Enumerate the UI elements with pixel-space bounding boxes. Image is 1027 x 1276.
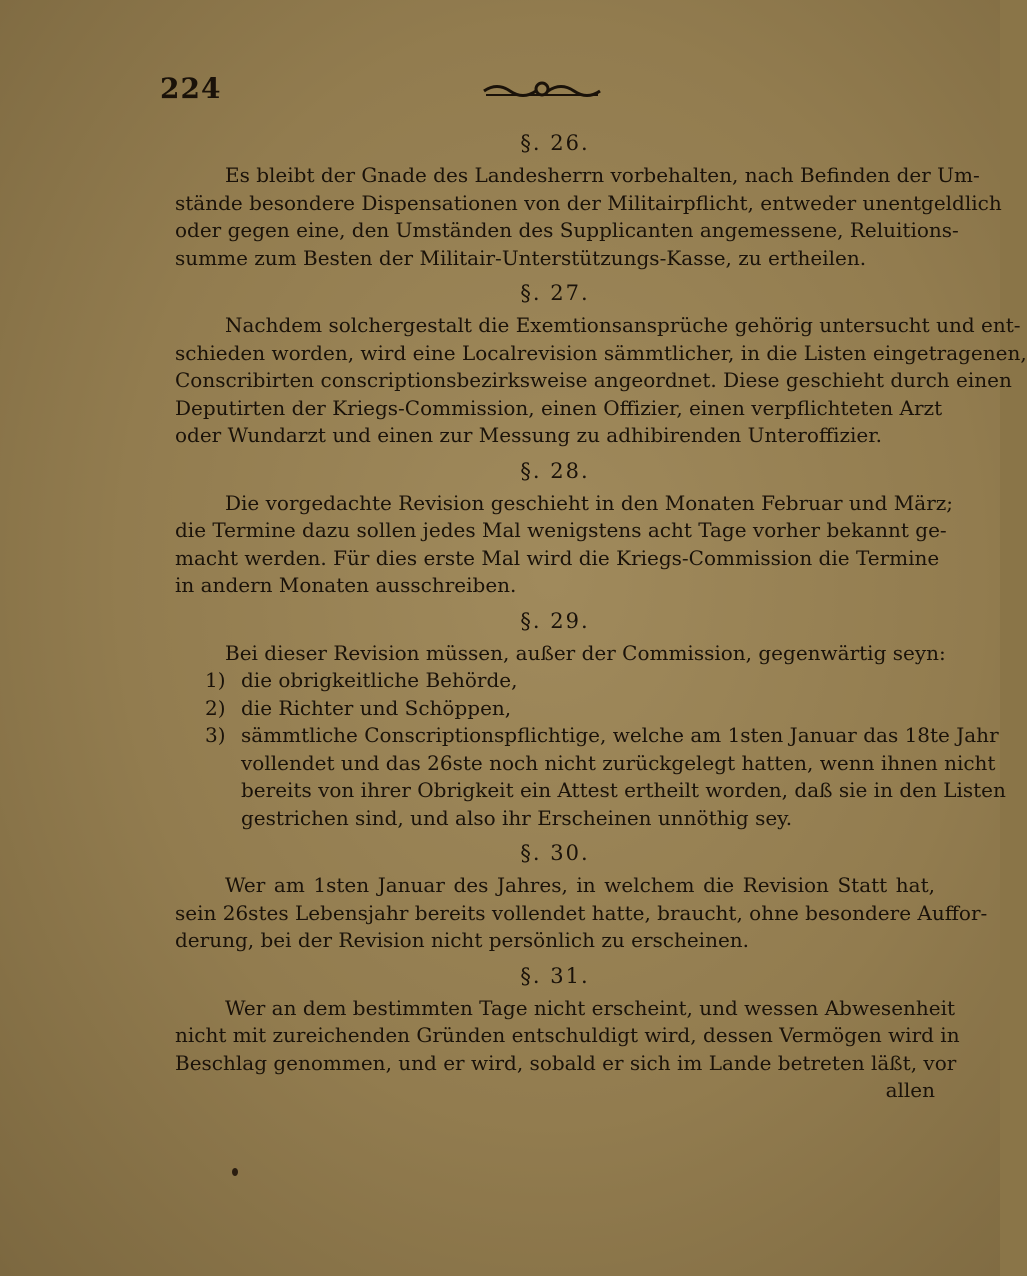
list-number: 3)	[205, 723, 226, 747]
section-heading-26: §. 26.	[520, 131, 590, 155]
list-item	[175, 722, 1006, 832]
section-heading-27: §. 27.	[520, 281, 590, 305]
text-line: vollendet und das 26ste noch nicht zurückgelegt hatten, wenn ihnen nicht	[241, 750, 996, 775]
text-line: schieden worden, wird eine Localrevision sämmtlicher, in die Listen eingetragenen,	[175, 340, 1027, 365]
text-line: Die vorgedachte Revision geschieht in den Monaten Februar und März;	[225, 490, 954, 515]
text-line: sämmtliche Conscriptionspflichtige, welche am 1sten Januar das 18te Jahr	[241, 723, 999, 747]
text-line: Conscribirten conscriptionsbezirksweise angeordnet. Diese geschieht durch einen	[175, 368, 1012, 392]
text-line: bereits von ihrer Obrigkeit ein Attest ertheilt worden, daß sie in den Listen	[241, 778, 1006, 802]
text-line: Wer am 1sten Januar des Jahres, in welchem die Revision Statt hat,	[225, 873, 935, 897]
page-number: 224	[160, 72, 222, 105]
header-ornament-icon	[482, 78, 602, 100]
text-line: gestrichen sind, und also ihr Erscheinen unnöthig sey.	[241, 805, 793, 830]
text-line: sein 26stes Lebensjahr bereits vollendet hatte, braucht, ohne besondere Auffor-	[175, 900, 988, 925]
text-line: stände besondere Dispensationen von der Militairpflicht, entweder unentgeldlich	[175, 190, 1002, 215]
section-heading-29: §. 29.	[520, 608, 590, 633]
text-line: Nachdem solchergestalt die Exemtionsansprüche gehörig untersucht und ent-	[225, 313, 1021, 337]
catchword: allen	[885, 1078, 935, 1102]
list-item	[175, 695, 935, 723]
list-number: 2)	[205, 695, 226, 720]
text-line: in andern Monaten ausschreiben.	[175, 573, 517, 597]
section-heading-31: §. 31.	[520, 963, 590, 988]
paragraph-31	[175, 995, 960, 1078]
text-line: macht werden. Für dies erste Mal wird die Kriegs-Commission die Termine	[175, 545, 940, 570]
list-number: 1)	[205, 668, 226, 692]
text-line: Bei dieser Revision müssen, außer der Commission, gegenwärtig seyn:	[225, 640, 946, 665]
text-line: Wer an dem bestimmten Tage nicht erscheint, und wessen Abwesenheit	[225, 995, 956, 1020]
paragraph-26	[175, 162, 1002, 272]
paragraph-27	[175, 312, 1027, 450]
list-item	[175, 667, 935, 695]
paragraph-28	[175, 490, 954, 600]
text-line: summe zum Besten der Militair-Unterstützungs-Kasse, zu ertheilen.	[175, 245, 867, 270]
text-line: die Termine dazu sollen jedes Mal wenigstens acht Tage vorher bekannt ge-	[175, 518, 947, 542]
ink-speck	[232, 1168, 238, 1176]
body-text	[175, 122, 1027, 1105]
paragraph-30	[175, 872, 988, 955]
page-header	[160, 72, 940, 112]
section-heading-30: §. 30.	[520, 841, 590, 865]
text-line: die Richter und Schöppen,	[241, 695, 512, 720]
text-line: nicht mit zureichenden Gründen entschuldigt wird, dessen Vermögen wird in	[175, 1023, 960, 1047]
text-line: Es bleibt der Gnade des Landesherrn vorbehalten, nach Befinden der Um-	[225, 163, 980, 187]
text-line: derung, bei der Revision nicht persönlich zu erscheinen.	[175, 928, 750, 952]
text-line: oder Wundarzt und einen zur Messung zu adhibirenden Unteroffizier.	[175, 423, 882, 447]
text-line: Beschlag genommen, und er wird, sobald er sich im Lande betreten läßt, vor	[175, 1050, 957, 1075]
text-line: die obrigkeitliche Behörde,	[241, 668, 518, 692]
paragraph-29-intro	[175, 640, 946, 668]
text-line: Deputirten der Kriegs-Commission, einen Offizier, einen verpflichteten Arzt	[175, 395, 943, 420]
section-heading-28: §. 28.	[520, 458, 590, 483]
text-line: oder gegen eine, den Umständen des Supplicanten angemessene, Reluitions-	[175, 218, 959, 242]
